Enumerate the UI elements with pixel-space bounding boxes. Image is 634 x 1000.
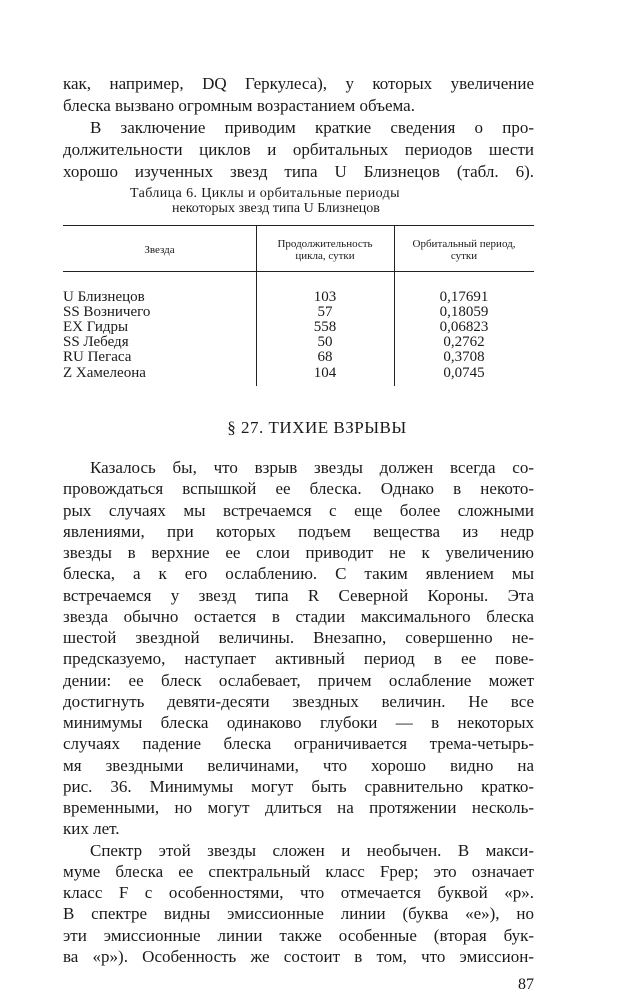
table-cell-cycle: 104 xyxy=(313,365,337,381)
intro-line: блеска вызвано огромным возрастанием объема. xyxy=(63,96,415,115)
section-title: § 27. ТИХИЕ ВЗРЫВЫ xyxy=(227,418,407,437)
intro-line: должительности циклов и орбитальных периодов шести xyxy=(63,140,534,159)
table-cell-orbit: 0,2762 xyxy=(443,334,485,350)
body-line: мя звездными величинами, что хорошо видно на xyxy=(63,756,534,775)
body-line: рис. 36. Минимумы могут быть сравнительно кратко- xyxy=(63,777,534,796)
table-header-star: Звезда xyxy=(144,244,175,256)
body-line: провождаться вспышкой ее блеска. Однако в некото- xyxy=(63,479,534,498)
body-line: предсказуемо, наступает активный период в ее пове- xyxy=(63,649,534,668)
table-cell-star: EX Гидры xyxy=(63,319,129,335)
intro-line: В заключение приводим краткие сведения о про- xyxy=(90,118,534,137)
body-line: Казалось бы, что взрыв звезды должен всегда со- xyxy=(90,458,534,477)
body-line: временными, но могут длиться на протяжении несколь- xyxy=(63,798,534,817)
body-line: рых случаях мы встречаемся с еще более сложными xyxy=(63,501,534,520)
table-header-cycle: Продолжительность xyxy=(277,238,373,250)
table-cell-cycle: 50 xyxy=(317,334,333,350)
body-line: встречаемся у звезд типа R Северной Короны. Эта xyxy=(63,586,534,605)
table-top-rule xyxy=(63,225,534,226)
intro-line: как, например, DQ Геркулеса), у которых увеличение xyxy=(63,74,534,93)
table-caption: некоторых звезд типа U Близнецов xyxy=(172,201,380,216)
body-line: Спектр этой звезды сложен и необычен. В макси- xyxy=(90,841,534,860)
page-number: 87 xyxy=(518,976,534,993)
body-line: эти эмиссионные линии также особенные (вторая бук- xyxy=(63,926,534,945)
body-line: дении: ее блеск ослабевает, причем ослабление может xyxy=(63,671,534,690)
body-line: В спектре видны эмиссионные линии (буква «e»), но xyxy=(63,904,534,923)
body-line: звезда обычно остается в стадии максимального блеска xyxy=(63,607,534,626)
body-line: минимумы блеска одинаково глубоки — в некоторых xyxy=(63,713,534,732)
table-cell-star: SS Лебедя xyxy=(63,334,129,350)
table-cell-cycle: 68 xyxy=(317,349,333,365)
table-cell-cycle: 558 xyxy=(313,319,337,335)
table-cell-orbit: 0,3708 xyxy=(443,349,485,365)
table-cell-orbit: 0,18059 xyxy=(439,304,489,320)
body-line: класс F с особенностями, что отмечается буквой «p». xyxy=(63,883,534,902)
intro-line: хорошо изученных звезд типа U Близнецов (табл. 6). xyxy=(63,162,534,181)
table-header-cycle: цикла, сутки xyxy=(295,250,355,262)
table-caption: Таблица 6. Циклы и орбитальные периоды xyxy=(130,186,400,201)
table-cell-cycle: 57 xyxy=(317,304,333,320)
table-cell-star: Z Хамелеона xyxy=(63,365,146,381)
table-header-orbit: сутки xyxy=(450,250,478,262)
table-header-rule xyxy=(63,271,534,272)
table-header-orbit: Орбитальный период, xyxy=(412,238,516,250)
table-cell-star: RU Пегаса xyxy=(63,349,132,365)
table-cell-orbit: 0,0745 xyxy=(443,365,485,381)
body-line: ких лет. xyxy=(63,819,120,838)
table-cell-star: U Близнецов xyxy=(63,289,145,305)
body-line: случаях падение блеска ограничивается трема-четырь- xyxy=(63,734,534,753)
table-cell-star: SS Возничего xyxy=(63,304,151,320)
table-cell-orbit: 0,06823 xyxy=(439,319,489,335)
body-line: ва «p»). Особенность же состоит в том, что эмиссион- xyxy=(63,947,534,966)
body-line: звезды в верхние ее слои приводит не к увеличению xyxy=(63,543,534,562)
body-line: достигнуть девяти-десяти звездных величин. Не все xyxy=(63,692,534,711)
body-line: явлениями, при которых подъем вещества из недр xyxy=(63,522,534,541)
body-line: блеска, а к его ослаблению. С таким явлением мы xyxy=(63,564,534,583)
table-cell-orbit: 0,17691 xyxy=(439,289,489,305)
body-line: шестой звездной величины. Внезапно, совершенно не- xyxy=(63,628,534,647)
body-line: муме блеска ее спектральный класс Fpep; это означает xyxy=(63,862,534,881)
table-cell-cycle: 103 xyxy=(313,289,337,305)
